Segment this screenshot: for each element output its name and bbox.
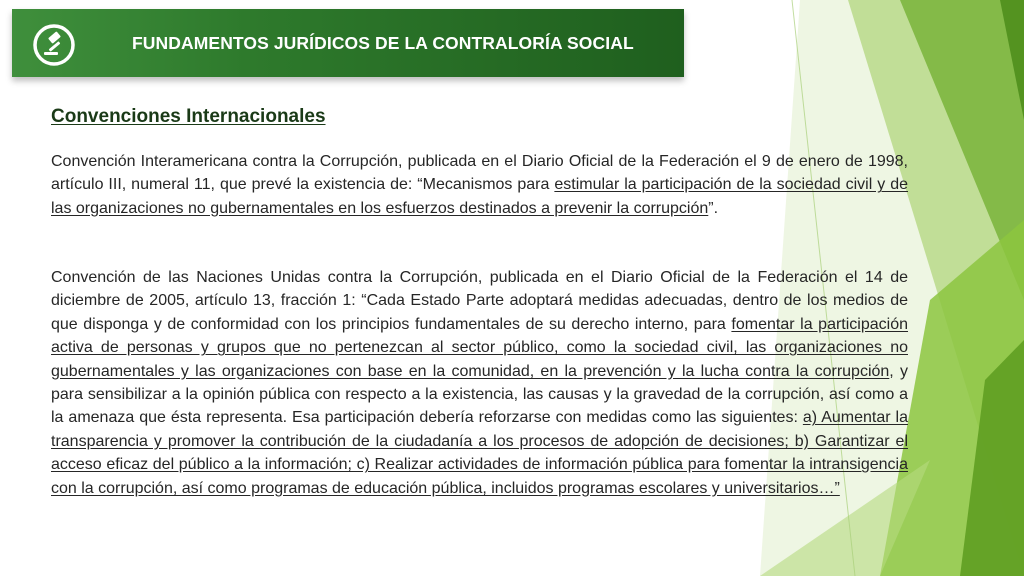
header-bar <box>12 9 684 77</box>
gavel-icon <box>32 23 76 67</box>
paragraph-interamerican-convention <box>51 150 908 220</box>
paragraph-un-convention <box>51 266 908 500</box>
paragraph1-text-end: ”. <box>708 199 719 217</box>
paragraph2-underlined-quote: fomentar la participación activa de personas y grupos que no pertenezcan al sector público, como la sociedad civil, las organizaciones no gubernamentales y las organizaciones con base en la comunidad, en la prevención y la lucha contra la corrupción <box>51 315 909 380</box>
paragraph1-underlined-quote: estimular la participación de la sociedad civil y de las organizaciones no gubernamentales en los esfuerzos destinados a prevenir la corrupción <box>51 176 908 217</box>
paragraph2-underlined-measures: a) Aumentar la transparencia y promover la contribución de la ciudadanía a los procesos de adopción de decisiones; b) Garantizar el acceso eficaz del público a la información; c) Realizar actividades de información pública para fomentar la intransigencia con la corrupción, así como programas de educación pública, incluidos programas escolares y universitarios…” <box>51 409 908 497</box>
section-title: Convenciones Internacionales <box>51 106 326 127</box>
header-title: FUNDAMENTOS JURÍDICOS DE LA CONTRALORÍA SOCIAL <box>132 33 634 53</box>
paragraph2-text: Convención de las Naciones Unidas contra la Corrupción, publicada en el Diario Oficial de la Federación el 14 de diciembre de 2005, artículo 13, fracción 1: “Cada Estado Parte adoptará medidas adecuadas, dentro de los medios de que disponga y de conformidad con los principios fundamentales de su derecho interno, para <box>51 269 908 333</box>
paragraph2-text-middle: , y para sensibilizar a la opinión pública con respecto a la existencia, las causas y la gravedad de la corrupción, así como a la amenaza que ésta representa. Esa participación debería reforzarse con medidas como las siguientes: <box>51 362 908 427</box>
paragraph1-text: Convención Interamericana contra la Corrupción, publicada en el Diario Oficial de la Federación el 9 de enero de 1998, artículo III, numeral 11, que prevé la existencia de: “Mecanismos para <box>51 153 908 194</box>
